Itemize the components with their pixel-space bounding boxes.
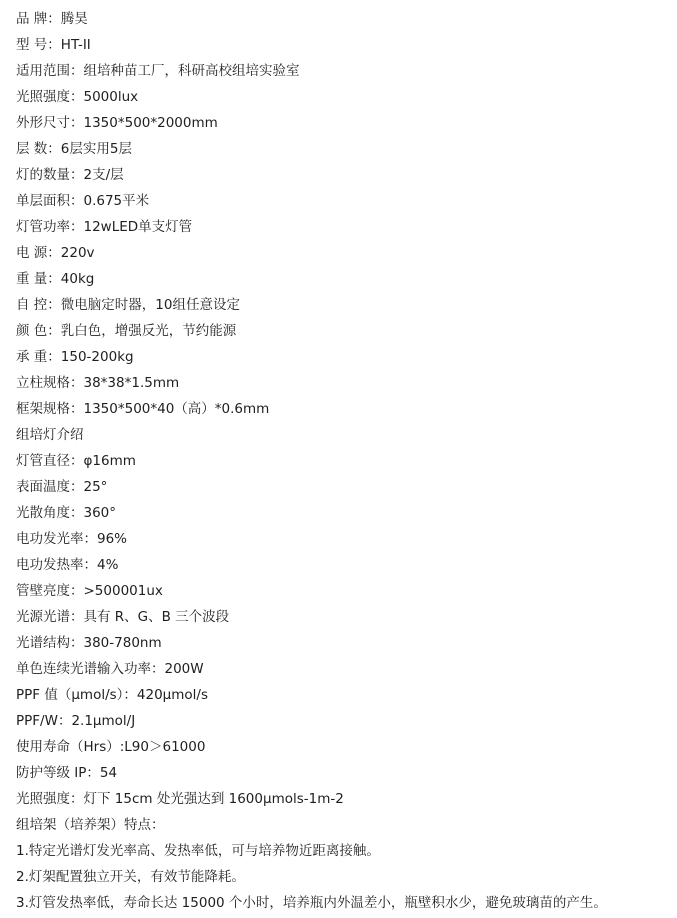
spec-weight: 重 量：40kg bbox=[16, 271, 95, 287]
spec-spectrum-range: 光谱结构：380-780nm bbox=[16, 635, 162, 651]
spec-column-size: 立柱规格：38*38*1.5mm bbox=[16, 375, 180, 391]
spec-dimensions: 外形尺寸：1350*500*2000mm bbox=[16, 115, 218, 131]
spec-light-spectrum: 光源光谱：具有 R、G、B 三个波段 bbox=[16, 609, 230, 625]
spec-model: 型 号：HT-II bbox=[16, 37, 91, 53]
spec-beam-angle: 光散角度：360° bbox=[16, 505, 117, 521]
feature-item-1: 1.特定光谱灯发光率高、发热率低，可与培养物近距离接触。 bbox=[16, 843, 380, 859]
spec-lamp-count: 灯的数量：2支/层 bbox=[16, 167, 124, 183]
spec-ppf: PPF 值（μmol/s）：420μmol/s bbox=[16, 687, 209, 703]
spec-heat-rate: 电功发热率：4% bbox=[16, 557, 119, 573]
feature-item-2: 2.灯架配置独立开关，有效节能降耗。 bbox=[16, 869, 245, 885]
spec-layers: 层 数：6层实用5层 bbox=[16, 141, 132, 157]
spec-frame-size: 框架规格：1350*500*40（高）*0.6mm bbox=[16, 401, 270, 417]
spec-lifetime: 使用寿命（Hrs）:L90＞61000 bbox=[16, 739, 206, 755]
spec-light-intensity: 光照强度：5000lux bbox=[16, 89, 139, 105]
spec-light-intensity-15cm: 光照强度：灯下 15cm 处光强达到 1600μmols-1m-2 bbox=[16, 791, 344, 807]
spec-tube-brightness: 管壁亮度：>500001ux bbox=[16, 583, 163, 599]
spec-luminous-efficiency: 电功发光率：96% bbox=[16, 531, 128, 547]
spec-ip-rating: 防护等级 IP：54 bbox=[16, 765, 118, 781]
spec-color: 颜 色：乳白色，增强反光，节约能源 bbox=[16, 323, 237, 339]
feature-item-3: 3.灯管发热率低，寿命长达 15000 个小时，培养瓶内外温差小，瓶壁积水少，避免玻璃苗的产生。 bbox=[16, 895, 607, 911]
spec-lamp-power: 灯管功率：12wLED单支灯管 bbox=[16, 219, 193, 235]
spec-tube-diameter: 灯管直径：φ16mm bbox=[16, 453, 136, 469]
section-heading-lamp-intro: 组培灯介绍 bbox=[16, 427, 84, 443]
spec-load-capacity: 承 重：150-200kg bbox=[16, 349, 134, 365]
spec-ppf-per-watt: PPF/W：2.1μmol/J bbox=[16, 713, 136, 729]
section-heading-rack-features: 组培架（培养架）特点： bbox=[16, 817, 165, 833]
spec-power-supply: 电 源：220v bbox=[16, 245, 95, 261]
spec-brand: 品 牌：腾昊 bbox=[16, 11, 88, 27]
spec-layer-area: 单层面积：0.675平米 bbox=[16, 193, 150, 209]
spec-application-scope: 适用范围：组培种苗工厂，科研高校组培实验室 bbox=[16, 63, 300, 79]
product-spec-list bbox=[16, 6, 671, 916]
spec-surface-temperature: 表面温度：25° bbox=[16, 479, 108, 495]
spec-auto-control: 自 控：微电脑定时器，10组任意设定 bbox=[16, 297, 240, 313]
spec-mono-spectrum-power: 单色连续光谱输入功率：200W bbox=[16, 661, 204, 677]
